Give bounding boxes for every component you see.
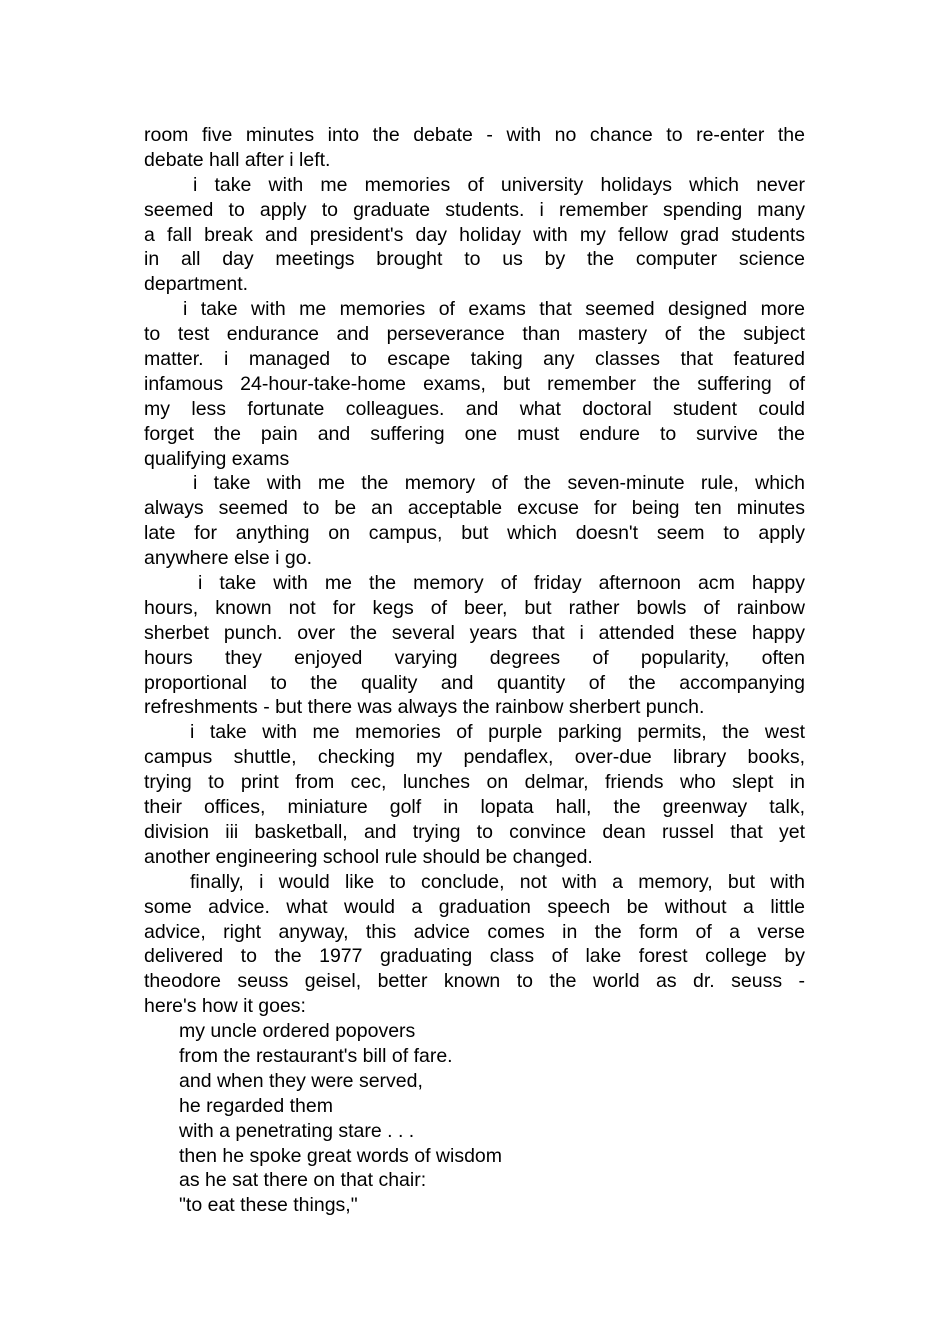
- paragraph: [144, 571, 805, 720]
- text-line: anywhere else i go.: [144, 547, 313, 570]
- text-line: i take with me memories of purple parking permits, the west: [190, 721, 805, 744]
- text-line: forget the pain and suffering one must endure to survive the: [144, 422, 805, 445]
- text-line: sherbet punch. over the several years that i attended these happy: [144, 621, 805, 644]
- poem: [144, 1019, 805, 1218]
- paragraph: [144, 173, 805, 297]
- text-line: some advice. what would a graduation speech be without a little: [144, 895, 805, 918]
- text-line: finally, i would like to conclude, not with a memory, but with: [190, 870, 805, 893]
- text-line: a fall break and president's day holiday with my fellow grad students: [144, 223, 805, 246]
- text-line: to test endurance and perseverance than mastery of the subject: [144, 323, 805, 346]
- text-line: delivered to the 1977 graduating class of lake forest college by: [144, 945, 805, 968]
- text-line: my less fortunate colleagues. and what doctoral student could: [144, 397, 805, 420]
- text-line: another engineering school rule should be changed.: [144, 845, 593, 868]
- text-line: i take with me the memory of the seven-minute rule, which: [193, 472, 805, 495]
- text-line: always seemed to be an acceptable excuse for being ten minutes: [144, 497, 805, 520]
- text-line: qualifying exams: [144, 447, 290, 470]
- poem-line: then he spoke great words of wisdom: [179, 1144, 503, 1167]
- text-line: advice, right anyway, this advice comes in the form of a verse: [144, 920, 805, 943]
- text-line: refreshments - but there was always the rainbow sherbert punch.: [144, 696, 705, 719]
- poem-line: my uncle ordered popovers: [179, 1020, 416, 1043]
- text-line: proportional to the quality and quantity of the accompanying: [144, 671, 805, 694]
- paragraph: [144, 870, 805, 1019]
- text-line: hours they enjoyed varying degrees of popularity, often: [144, 646, 805, 669]
- text-line: seemed to apply to graduate students. i remember spending many: [144, 198, 805, 221]
- paragraph: [144, 720, 805, 869]
- paragraph: [144, 297, 805, 471]
- text-line: in all day meetings brought to us by the computer science: [144, 248, 805, 271]
- document-body: [144, 123, 805, 1218]
- paragraph: [144, 123, 805, 173]
- text-line: here's how it goes:: [144, 995, 306, 1018]
- poem-line: and when they were served,: [179, 1069, 423, 1092]
- text-line: i take with me memories of university holidays which never: [193, 173, 805, 196]
- text-line: matter. i managed to escape taking any classes that featured: [144, 348, 805, 371]
- poem-line: "to eat these things,": [179, 1194, 358, 1217]
- text-line: late for anything on campus, but which doesn't seem to apply: [144, 522, 805, 545]
- text-line: campus shuttle, checking my pendaflex, over-due library books,: [144, 746, 805, 769]
- text-line: theodore seuss geisel, better known to the world as dr. seuss -: [144, 970, 805, 993]
- text-line: infamous 24-hour-take-home exams, but remember the suffering of: [144, 372, 805, 395]
- text-line: trying to print from cec, lunches on delmar, friends who slept in: [144, 771, 805, 794]
- text-line: i take with me the memory of friday afternoon acm happy: [198, 572, 805, 595]
- poem-line: he regarded them: [179, 1094, 333, 1117]
- paragraph: [144, 471, 805, 571]
- poem-line: with a penetrating stare . . .: [179, 1119, 415, 1142]
- text-line: division iii basketball, and trying to convince dean russel that yet: [144, 820, 805, 843]
- text-line: hours, known not for kegs of beer, but rather bowls of rainbow: [144, 596, 805, 619]
- text-line: debate hall after i left.: [144, 148, 331, 171]
- text-line: room five minutes into the debate - with no chance to re-enter the: [144, 124, 805, 146]
- poem-line: as he sat there on that chair:: [179, 1169, 427, 1192]
- poem-line: from the restaurant's bill of fare.: [179, 1044, 453, 1067]
- text-line: their offices, miniature golf in lopata hall, the greenway talk,: [144, 796, 805, 819]
- text-line: department.: [144, 273, 249, 296]
- text-line: i take with me memories of exams that seemed designed more: [183, 298, 805, 321]
